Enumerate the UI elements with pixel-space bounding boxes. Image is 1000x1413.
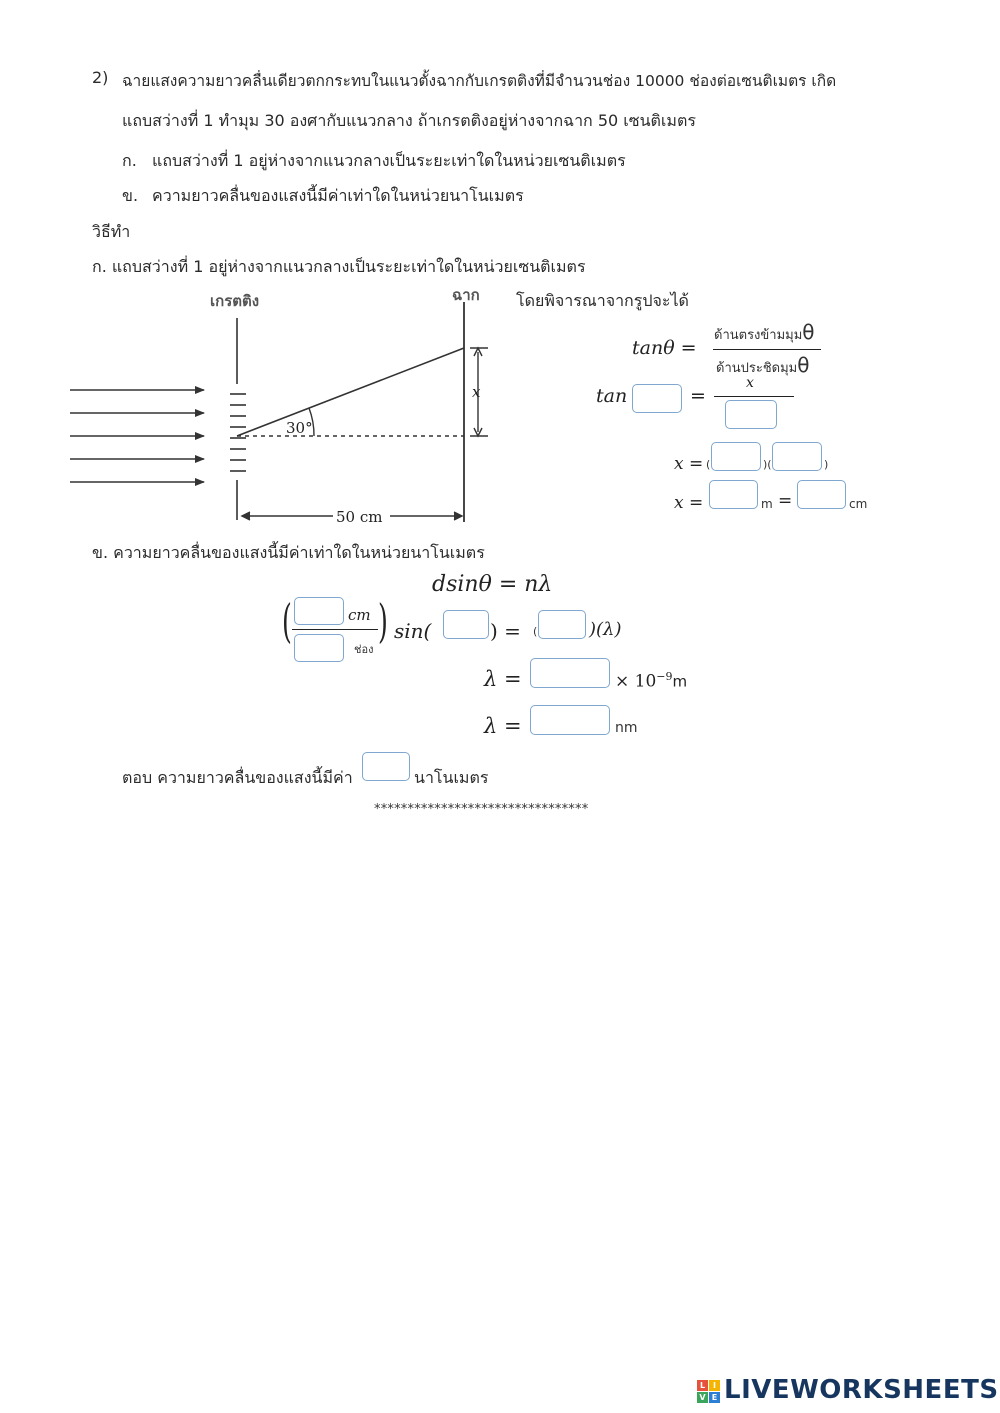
part-a-heading: ก. แถบสว่างที่ 1 อยู่ห่างจากแนวกลางเป็นระยะเท่าใดในหน่วยเซนติเมตร — [92, 257, 586, 276]
tan-theta-lhs: tanθ = — [632, 337, 697, 359]
slots-label: ช่อง — [354, 643, 374, 656]
fraction-bar-2 — [714, 396, 794, 397]
paren-mid: )( — [763, 458, 772, 471]
grating-diagram — [60, 282, 500, 532]
order-n-input[interactable] — [538, 610, 586, 639]
sin-angle-input[interactable] — [443, 610, 489, 639]
tan-angle-input[interactable] — [632, 384, 682, 413]
x-label: x — [472, 383, 481, 401]
diffracted-ray — [237, 348, 464, 436]
lambda-equals-1: λ = — [484, 667, 522, 691]
sub-question-b: ความยาวคลื่นของแสงนี้มีค่าเท่าใดในหน่วยนาโนเมตร — [152, 186, 524, 205]
equals-sign: = — [690, 385, 706, 407]
answer-prefix: ตอบ ความยาวคลื่นของแสงนี้มีค่า — [122, 768, 353, 787]
factor-2-input[interactable] — [772, 442, 822, 471]
fraction-bar — [713, 349, 821, 350]
x-equals-1: x = — [674, 454, 704, 474]
equals-sign-2: = — [778, 491, 793, 511]
sin-label: sin( — [394, 619, 432, 643]
lambda-factor: )(λ) — [589, 619, 622, 640]
adjacent-side-label: ด้านประชิดมุมθ — [716, 353, 810, 377]
sub-question-a: แถบสว่างที่ 1 อยู่ห่างจากแนวกลางเป็นระยะเท่าใดในหน่วยเซนติเมตร — [152, 151, 626, 170]
left-paren-big: ( — [282, 594, 292, 648]
x-numerator: x — [746, 375, 754, 391]
grating-formula: dsinθ = nλ — [432, 572, 553, 597]
section-divider: ******************************** — [374, 802, 589, 817]
paren-open: ( — [706, 458, 711, 471]
spacing-denominator-input[interactable] — [294, 634, 344, 662]
factor-1-input[interactable] — [711, 442, 761, 471]
x-meters-input[interactable] — [709, 480, 758, 509]
order-paren-open: ( — [533, 625, 538, 638]
sin-close-equals: ) = — [490, 619, 521, 643]
right-paren-big: ) — [378, 594, 388, 648]
x-centimeters-input[interactable] — [797, 480, 846, 509]
liveworksheets-logo-icon: L I V E — [697, 1380, 721, 1404]
sub-question-b-marker: ข. — [122, 186, 139, 205]
fraction-bar-3 — [292, 629, 378, 630]
final-answer-input[interactable] — [362, 752, 410, 781]
grating-label: เกรตติง — [210, 292, 260, 310]
times-ten-power: × $10^{-9}m$ — [615, 670, 688, 692]
incident-light-rays — [70, 390, 204, 482]
angle-label: 30° — [286, 419, 313, 437]
unit-cm-label: cm — [348, 606, 371, 624]
opposite-side-label: ด้านตรงข้ามมุมθ — [714, 320, 815, 344]
unit-m: m — [761, 497, 773, 511]
paren-close: ) — [824, 458, 829, 471]
method-label: วิธีทำ — [92, 222, 131, 241]
lambda-meters-input[interactable] — [530, 658, 610, 688]
liveworksheets-brand: LIVEWORKSHEETS — [724, 1375, 999, 1405]
lambda-nanometers-input[interactable] — [530, 705, 610, 735]
x-equals-2: x = — [674, 493, 704, 513]
grating — [230, 318, 246, 520]
question-number: 2) — [92, 68, 109, 87]
adjacent-value-input[interactable] — [725, 400, 777, 429]
screen-label: ฉาก — [452, 286, 480, 304]
unit-cm: cm — [849, 497, 868, 511]
part-a-intro: โดยพิจารณาจากรูปจะได้ — [516, 291, 689, 310]
question-line-1: ฉายแสงความยาวคลื่นเดียวตกกระทบในแนวตั้งฉากกับเกรตติงที่มีจำนวนช่อง 10000 ช่องต่อเซนติเมตร เกิด — [122, 72, 837, 90]
question-line-2: แถบสว่างที่ 1 ทำมุม 30 องศากับแนวกลาง ถ้าเกรตติงอยู่ห่างจากฉาก 50 เซนติเมตร — [122, 111, 696, 130]
spacing-numerator-input[interactable] — [294, 597, 344, 625]
tan-label: tan — [596, 385, 628, 407]
part-b-heading: ข. ความยาวคลื่นของแสงนี้มีค่าเท่าใดในหน่วยนาโนเมตร — [92, 543, 485, 562]
answer-suffix: นาโนเมตร — [414, 768, 489, 787]
distance-label: 50 cm — [336, 508, 383, 526]
lambda-equals-2: λ = — [484, 714, 522, 738]
unit-nm: nm — [615, 720, 638, 736]
sub-question-a-marker: ก. — [122, 151, 137, 170]
